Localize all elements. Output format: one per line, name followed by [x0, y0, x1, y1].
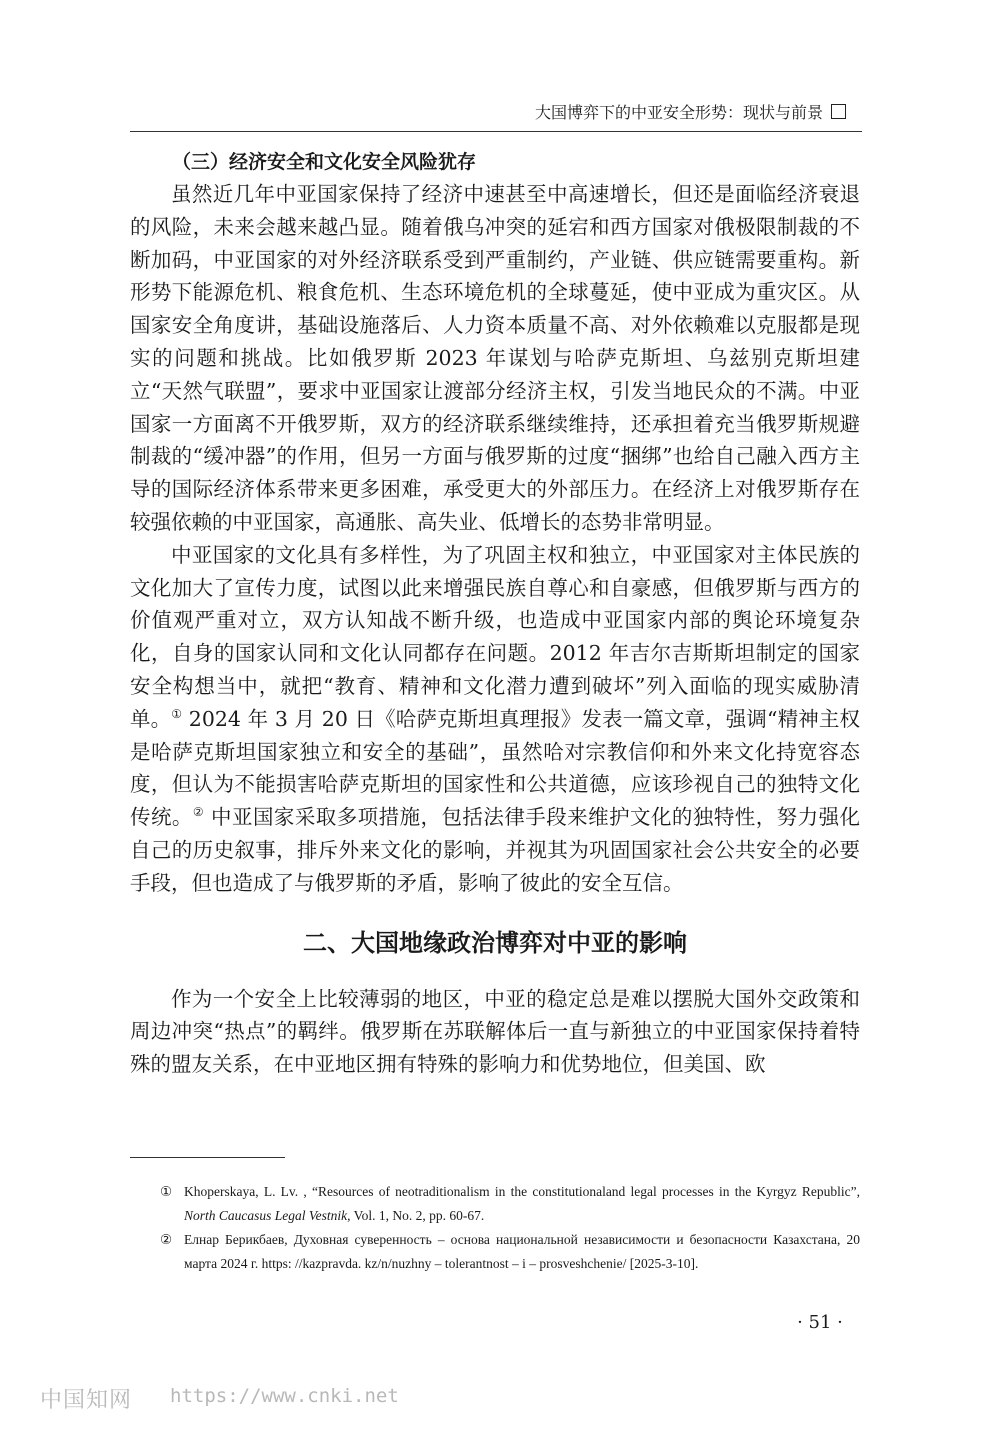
running-header: [130, 102, 846, 124]
paragraph-cultural-security-part-3: 中亚国家采取多项措施，包括法律手段来维护文化的独特性，努力强化自己的历史叙事，排斥外来文化的影响，并视其为巩固国家社会公共安全的必要手段，但也造成了与俄罗斯的矛盾，影响了彼此的安全互信。: [130, 805, 861, 895]
cnki-watermark-url[interactable]: https://www.cnki.net: [170, 1385, 399, 1407]
footnote-1-details: , Vol. 1, No. 2, pp. 60-67.: [347, 1208, 485, 1223]
footnote-1: [160, 1180, 860, 1228]
footnote-ref-2[interactable]: ②: [192, 805, 205, 820]
footnote-1-mark: ①: [160, 1184, 173, 1199]
paragraph-economic-security: 虽然近几年中亚国家保持了经济中速甚至中高速增长，但还是面临经济衰退的风险，未来会越来越凸显。随着俄乌冲突的延宕和西方国家对俄极限制裁的不断加码，中亚国家的对外经济联系受到严重制约，产业链、供应链需要重构。新形势下能源危机、粮食危机、生态环境危机的全球蔓延，使中亚成为重灾区。从国家安全角度讲，基础设施落后、人力资本质量不高、对外依赖难以克服都是现实的问题和挑战。比如俄罗斯 2023 年谋划与哈萨克斯坦、乌兹别克斯坦建立“天然气联盟”，要求中亚国家让渡部分经济主权，引发当地民众的不满。中亚国家一方面离不开俄罗斯，双方的经济联系继续维持，还承担着充当俄罗斯规避制裁的“缓冲器”的作用，但另一方面与俄罗斯的过度“捆绑”也给自己融入西方主导的国际经济体系带来更多困难，承受更大的外部压力。在经济上对俄罗斯存在较强依赖的中亚国家，高通胀、高失业、低增长的态势非常明显。: [130, 182, 860, 534]
footnote-2-text: Елнар Берикбаев, Духовная суверенность – основа национальной независимости и безопасности Казахстана, 20 марта 2024 г. https: //kazpravda. kz/n/nuzhny – tolerantnost – i – prosveshchenie/ [2025-3-10].: [184, 1232, 860, 1271]
footnote-rule: [130, 1157, 285, 1158]
section-title: 二、大国地缘政治博弈对中亚的影响: [303, 928, 687, 957]
page-number: · 51 ·: [797, 1312, 843, 1333]
paragraph-cultural-security-part-1: 中亚国家的文化具有多样性，为了巩固主权和独立，中亚国家对主体民族的文化加大了宣传力度，试图以此来增强民族自尊心和自豪感，但俄罗斯与西方的价值观严重对立，双方认知战不断升级，也造成中亚国家内部的舆论环境复杂化，自身的国家认同和文化认同都存在问题。2012 年吉尔吉斯斯坦制定的国家安全构想当中，就把“教育、精神和文化潜力遭到破坏”列入面临的现实威胁清单。: [130, 542, 860, 731]
paragraph-cultural-security: [130, 539, 860, 900]
subheading: （三）经济安全和文化安全风险犹存: [172, 151, 477, 173]
footnote-1-text: Khoperskaya, L. Lv. , “Resources of neotraditionalism in the constitutionaland legal processes in the Kyrgyz Republic”,: [184, 1184, 860, 1199]
footnote-2: [160, 1228, 860, 1276]
body-text: [130, 146, 860, 1081]
footnotes: [160, 1180, 860, 1276]
square-box-icon: [831, 104, 846, 119]
footnote-1-journal: North Caucasus Legal Vestnik: [184, 1208, 348, 1223]
paragraph-cultural-security-part-2: 2024 年 3 月 20 日《哈萨克斯坦真理报》发表一篇文章，强调“精神主权是哈萨克斯坦国家独立和安全的基础”，虽然哈对宗教信仰和外来文化持宽容态度，但认为不能损害哈萨克斯坦的国家性和公共道德，应该珍视自己的独特文化传统。: [130, 706, 860, 830]
cnki-watermark-logo: 中国知网: [40, 1388, 133, 1413]
footnote-2-mark: ②: [160, 1232, 173, 1247]
footnote-ref-1[interactable]: ①: [171, 706, 183, 721]
paragraph-geopolitics: 作为一个安全上比较薄弱的地区，中亚的稳定总是难以摆脱大国外交政策和周边冲突“热点”的羁绊。俄罗斯在苏联解体后一直与新独立的中亚国家保持着特殊的盟友关系，在中亚地区拥有特殊的影响力和优势地位，但美国、欧: [130, 986, 860, 1077]
header-rule: [130, 131, 862, 132]
running-header-title: 大国博弈下的中亚安全形势：现状与前景: [534, 103, 823, 122]
